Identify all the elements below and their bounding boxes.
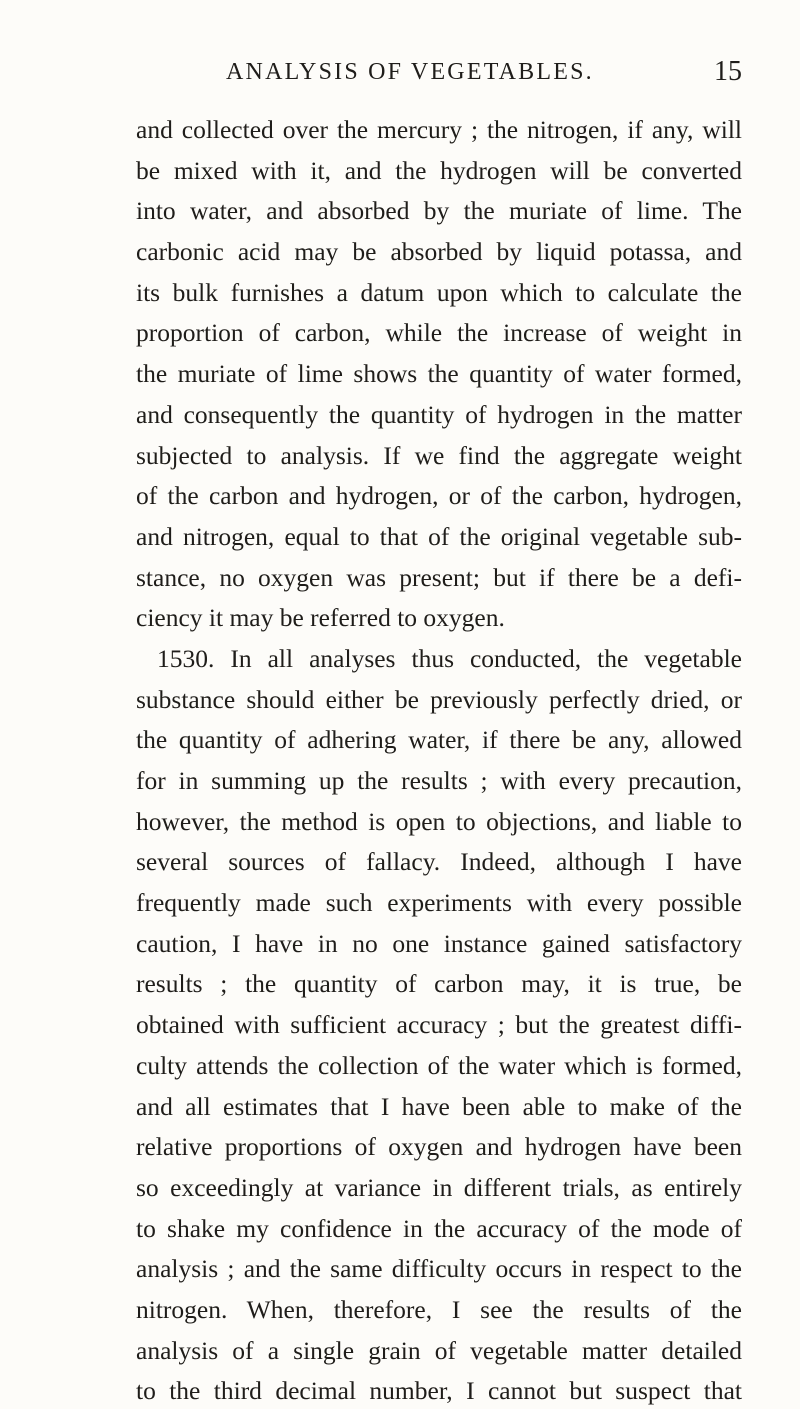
text-line: however, the method is open to objections, and liable to — [136, 806, 742, 836]
running-title: ANALYSIS OF VEGETABLES. — [226, 59, 594, 85]
text-line: analysis of a single grain of vegetable matter detailed — [136, 1335, 742, 1365]
text-line: several sources of fallacy. Indeed, although I have — [136, 847, 742, 877]
body-text — [136, 110, 742, 1412]
text-line: and consequently the quantity of hydrogen in the matter — [136, 399, 742, 429]
text-line: obtained with sufficient accuracy ; but the greatest diffi- — [136, 1010, 742, 1040]
text-line: ciency it may be referred to oxygen. — [136, 603, 505, 633]
text-line: to shake my confidence in the accuracy of the mode of — [136, 1213, 742, 1243]
text-line: for in summing up the results ; with every precaution, — [136, 766, 742, 795]
text-line: the muriate of lime shows the quantity of water formed, — [136, 359, 742, 389]
text-line: its bulk furnishes a datum upon which to calculate the — [136, 277, 742, 307]
text-line: substance should either be previously perfectly dried, or — [136, 684, 742, 714]
text-line: so exceedingly at variance in different trials, as entirely — [136, 1172, 742, 1202]
text-line: subjected to analysis. If we find the aggregate weight — [136, 440, 742, 470]
running-head — [136, 52, 742, 92]
text-line: relative proportions of oxygen and hydrogen have been — [136, 1132, 742, 1162]
text-line: nitrogen. When, therefore, I see the results of the — [136, 1294, 742, 1324]
paragraph-start-line: 1530. In all analyses thus conducted, the vegetable — [157, 643, 742, 673]
text-line: stance, no oxygen was present; but if there be a defi- — [136, 562, 742, 592]
text-line: and collected over the mercury ; the nitrogen, if any, will — [136, 115, 742, 144]
text-line: and all estimates that I have been able to make of the — [136, 1091, 742, 1121]
page-number: 15 — [714, 56, 742, 87]
text-line: the quantity of adhering water, if there be any, allowed — [136, 725, 742, 755]
text-line: culty attends the collection of the water which is formed, — [136, 1050, 742, 1080]
text-line: carbonic acid may be absorbed by liquid potassa, and — [136, 237, 742, 267]
text-line: into water, and absorbed by the muriate of lime. The — [136, 196, 742, 226]
text-line: be mixed with it, and the hydrogen will be converted — [136, 155, 742, 185]
text-line: results ; the quantity of carbon may, it is true, be — [136, 969, 742, 999]
text-line: and nitrogen, equal to that of the original vegetable sub- — [136, 521, 742, 551]
text-line: proportion of carbon, while the increase of weight in — [136, 318, 742, 348]
text-line: of the carbon and hydrogen, or of the carbon, hydrogen, — [136, 481, 742, 511]
text-line: to the third decimal number, I cannot but suspect that — [136, 1376, 742, 1406]
text-line: caution, I have in no one instance gained satisfactory — [136, 928, 742, 958]
text-line: analysis ; and the same difficulty occurs in respect to the — [136, 1254, 742, 1284]
text-line: frequently made such experiments with every possible — [136, 888, 742, 918]
